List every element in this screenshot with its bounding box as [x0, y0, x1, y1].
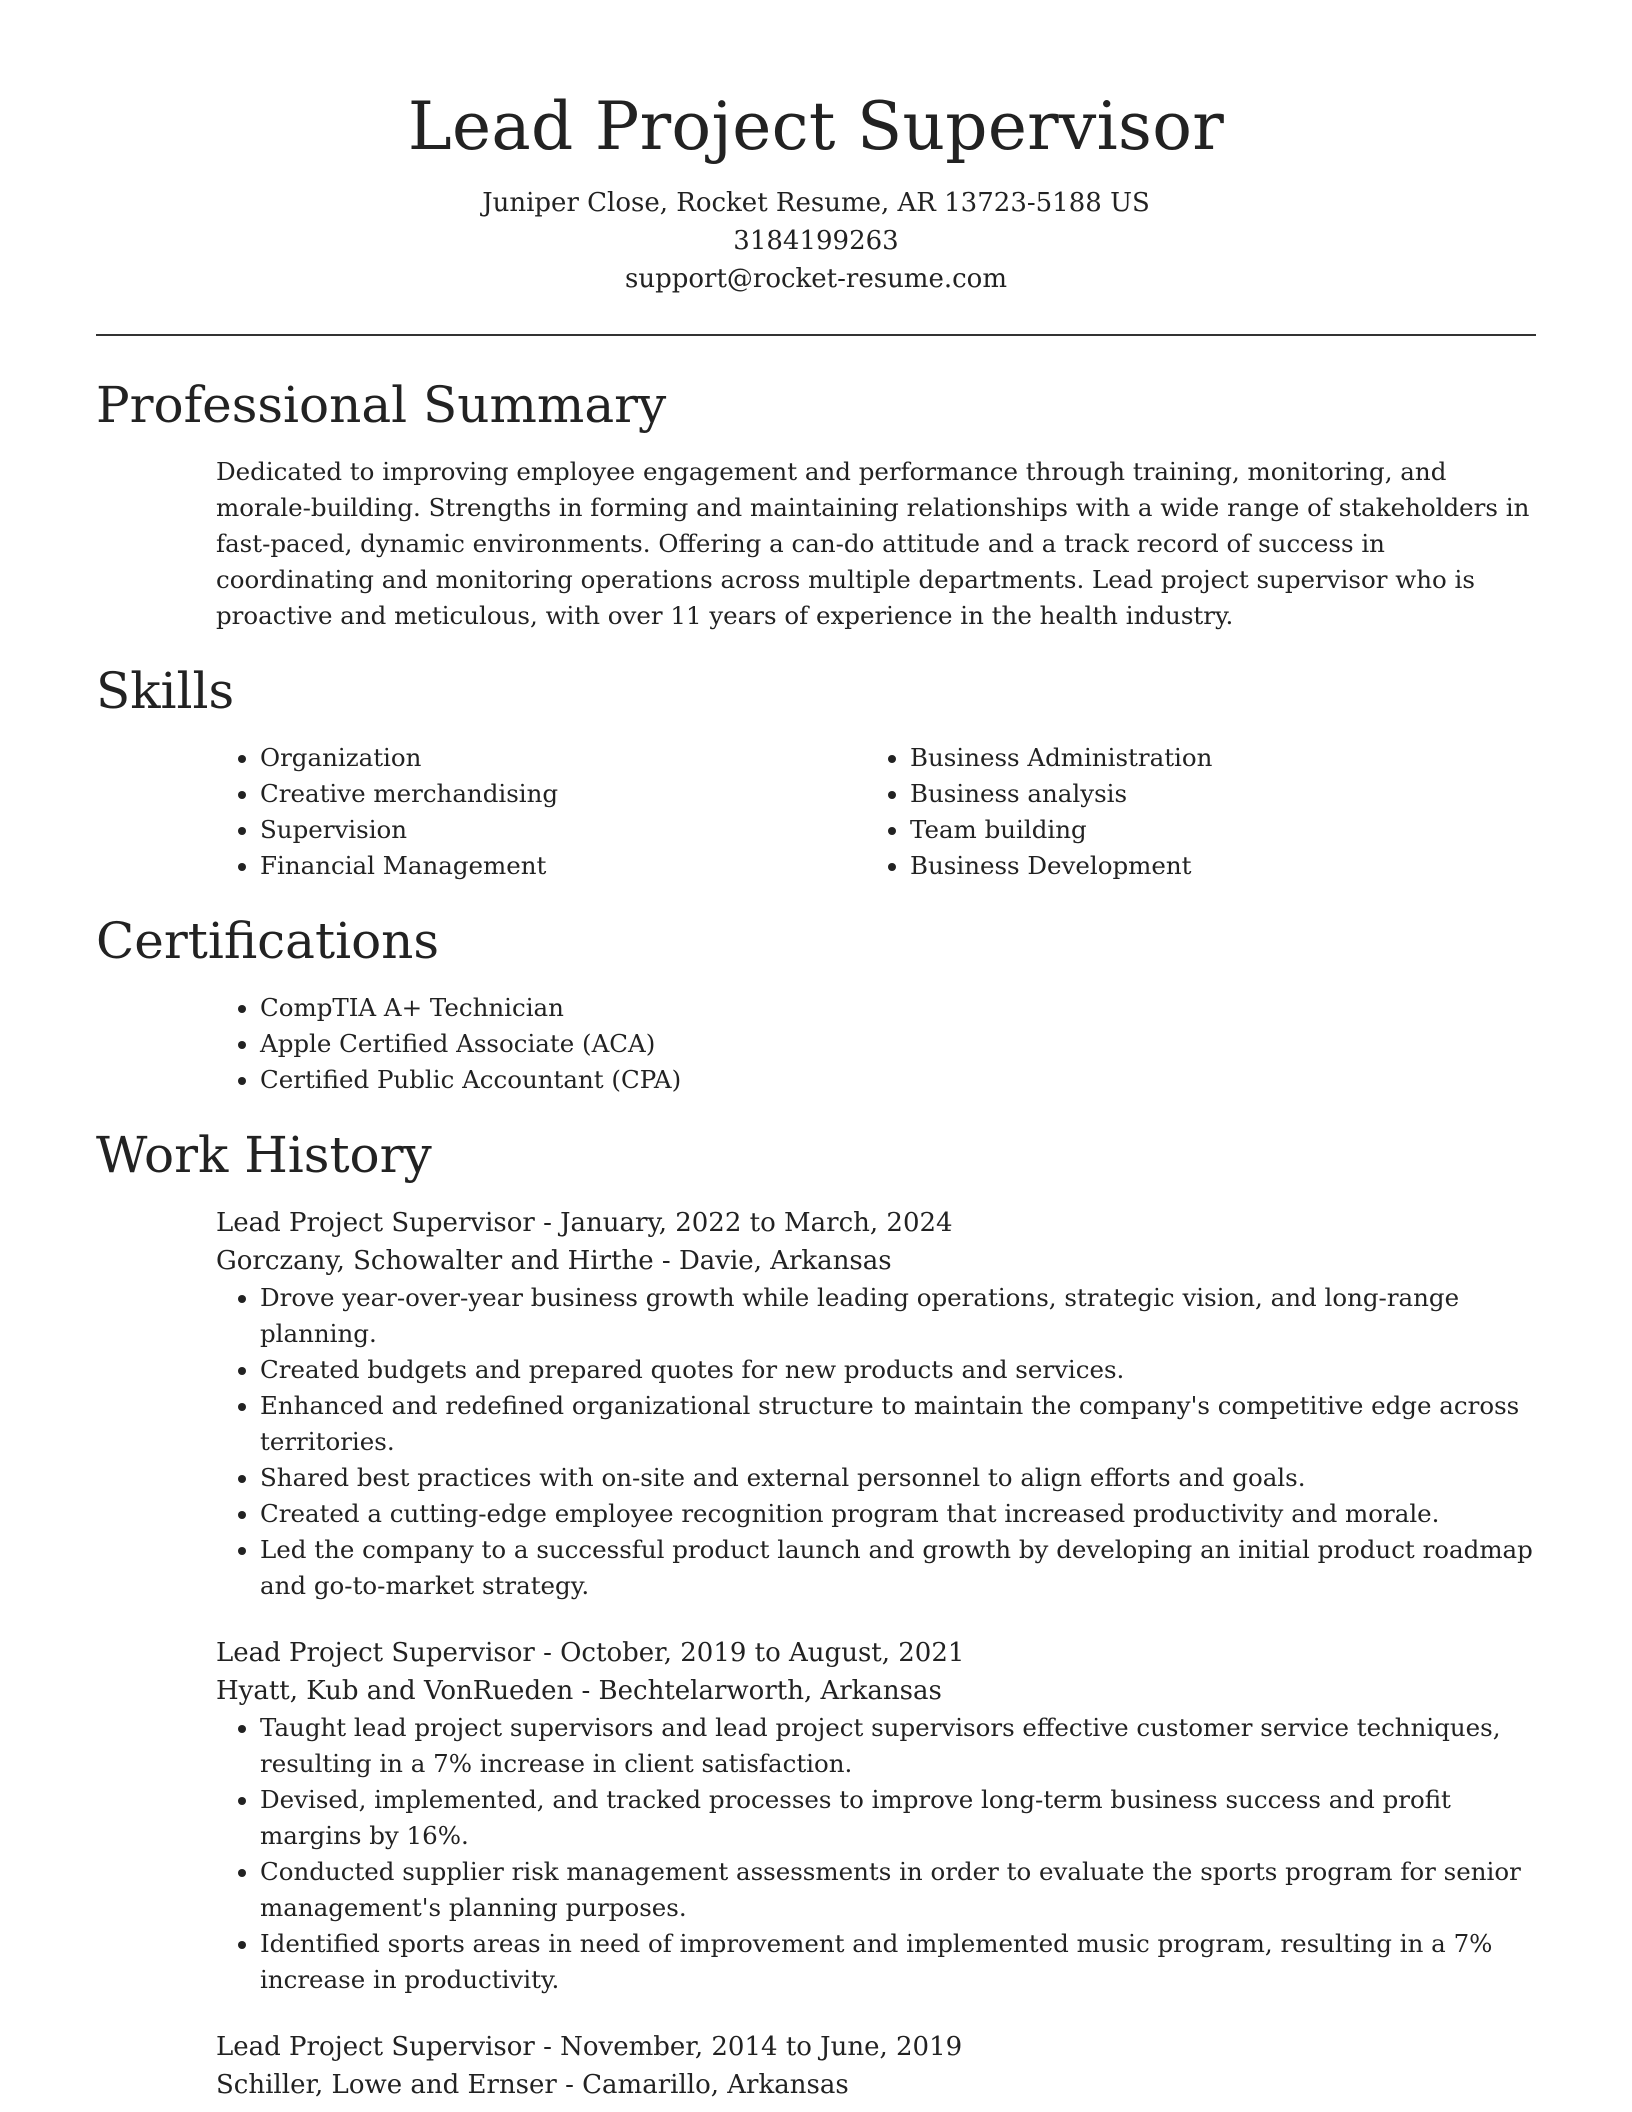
skills-column-left	[216, 740, 866, 884]
job-bullet: • Drove year-over-year business growth while leading operations, strategic vision, and long-range planning.	[260, 1280, 1536, 1352]
job-bullet: • Led the company to a successful product launch and growth by developing an initial product roadmap and go-to-market strategy.	[260, 1532, 1536, 1604]
section-title-summary: Professional Summary	[96, 376, 667, 434]
job-bullets	[216, 1710, 1536, 1998]
summary-text: Dedicated to improving employee engagement and performance through training, monitoring, and morale-building. Strengths in forming and maintaining relationships with a wide range of stakeholders in fast-paced, dynamic environments. Offering a can-do attitude and a track record of success in coordinating and monitoring operations across multiple departments. Lead project supervisor who is proactive and meticulous, with over 11 years of experience in the health industry.	[216, 457, 1530, 630]
job-bullet: • Identified sports areas in need of improvement and implemented music program, resulting in a 7% increase in productivity.	[260, 1926, 1536, 1998]
skill-item: • Business Development	[910, 848, 1516, 884]
job-company-location: Gorczany, Schowalter and Hirthe - Davie, Arkansas	[216, 1246, 892, 1276]
address: Juniper Close, Rocket Resume, AR 13723-5188 US	[482, 188, 1150, 218]
section-title-work-history: Work History	[96, 1126, 432, 1184]
skills-column-right	[866, 740, 1516, 884]
job-bullet: • Created budgets and prepared quotes for new products and services.	[260, 1352, 1536, 1388]
skill-item: • Business analysis	[910, 776, 1516, 812]
job-bullets	[216, 1280, 1536, 1604]
work-history-section	[96, 1124, 1536, 2104]
job-title-dates: Lead Project Supervisor - January, 2022 to March, 2024	[216, 1208, 953, 1238]
job-bullet: • Conducted supplier risk management assessments in order to evaluate the sports program for senior management's planning purposes.	[260, 1854, 1536, 1926]
header-divider	[96, 334, 1536, 336]
skill-item: • Team building	[910, 812, 1516, 848]
job-bullet: • Devised, implemented, and tracked processes to improve long-term business success and profit margins by 16%.	[260, 1782, 1536, 1854]
skill-item: • Business Administration	[910, 740, 1516, 776]
skill-item: • Organization	[260, 740, 866, 776]
certification-list	[216, 990, 1536, 1098]
certification-item: • CompTIA A+ Technician	[260, 990, 1536, 1026]
certifications-section	[96, 910, 1536, 1098]
phone-number: 3184199263	[733, 226, 899, 256]
candidate-name: Lead Project Supervisor	[407, 88, 1225, 165]
job-bullet: • Enhanced and redefined organizational structure to maintain the company's competitive edge across territories.	[260, 1388, 1536, 1460]
job-bullet: • Created a cutting-edge employee recognition program that increased productivity and morale.	[260, 1496, 1536, 1532]
summary-section	[96, 374, 1536, 634]
section-title-certifications: Certifications	[96, 912, 440, 970]
certification-item: • Certified Public Accountant (CPA)	[260, 1062, 1536, 1098]
job-bullet: • Taught lead project supervisors and lead project supervisors effective customer service techniques, resulting in a 7% increase in client satisfaction.	[260, 1710, 1536, 1782]
skills-grid	[216, 740, 1536, 884]
skill-item: • Supervision	[260, 812, 866, 848]
job-entry	[216, 2028, 1536, 2104]
section-title-skills: Skills	[96, 662, 235, 720]
certification-item: • Apple Certified Associate (ACA)	[260, 1026, 1536, 1062]
job-title-dates: Lead Project Supervisor - November, 2014 to June, 2019	[216, 2032, 963, 2062]
job-entry	[216, 1204, 1536, 1604]
skills-section	[96, 660, 1536, 884]
skill-item: • Financial Management	[260, 848, 866, 884]
skill-item: • Creative merchandising	[260, 776, 866, 812]
job-company-location: Hyatt, Kub and VonRueden - Bechtelarworth, Arkansas	[216, 1676, 942, 1706]
job-company-location: Schiller, Lowe and Ernser - Camarillo, Arkansas	[216, 2070, 849, 2100]
contact-info	[96, 184, 1536, 298]
resume-header	[96, 0, 1536, 298]
job-entry	[216, 1634, 1536, 1998]
email-address: support@rocket-resume.com	[624, 264, 1007, 294]
job-bullet: • Shared best practices with on-site and external personnel to align efforts and goals.	[260, 1460, 1536, 1496]
job-title-dates: Lead Project Supervisor - October, 2019 to August, 2021	[216, 1638, 965, 1668]
